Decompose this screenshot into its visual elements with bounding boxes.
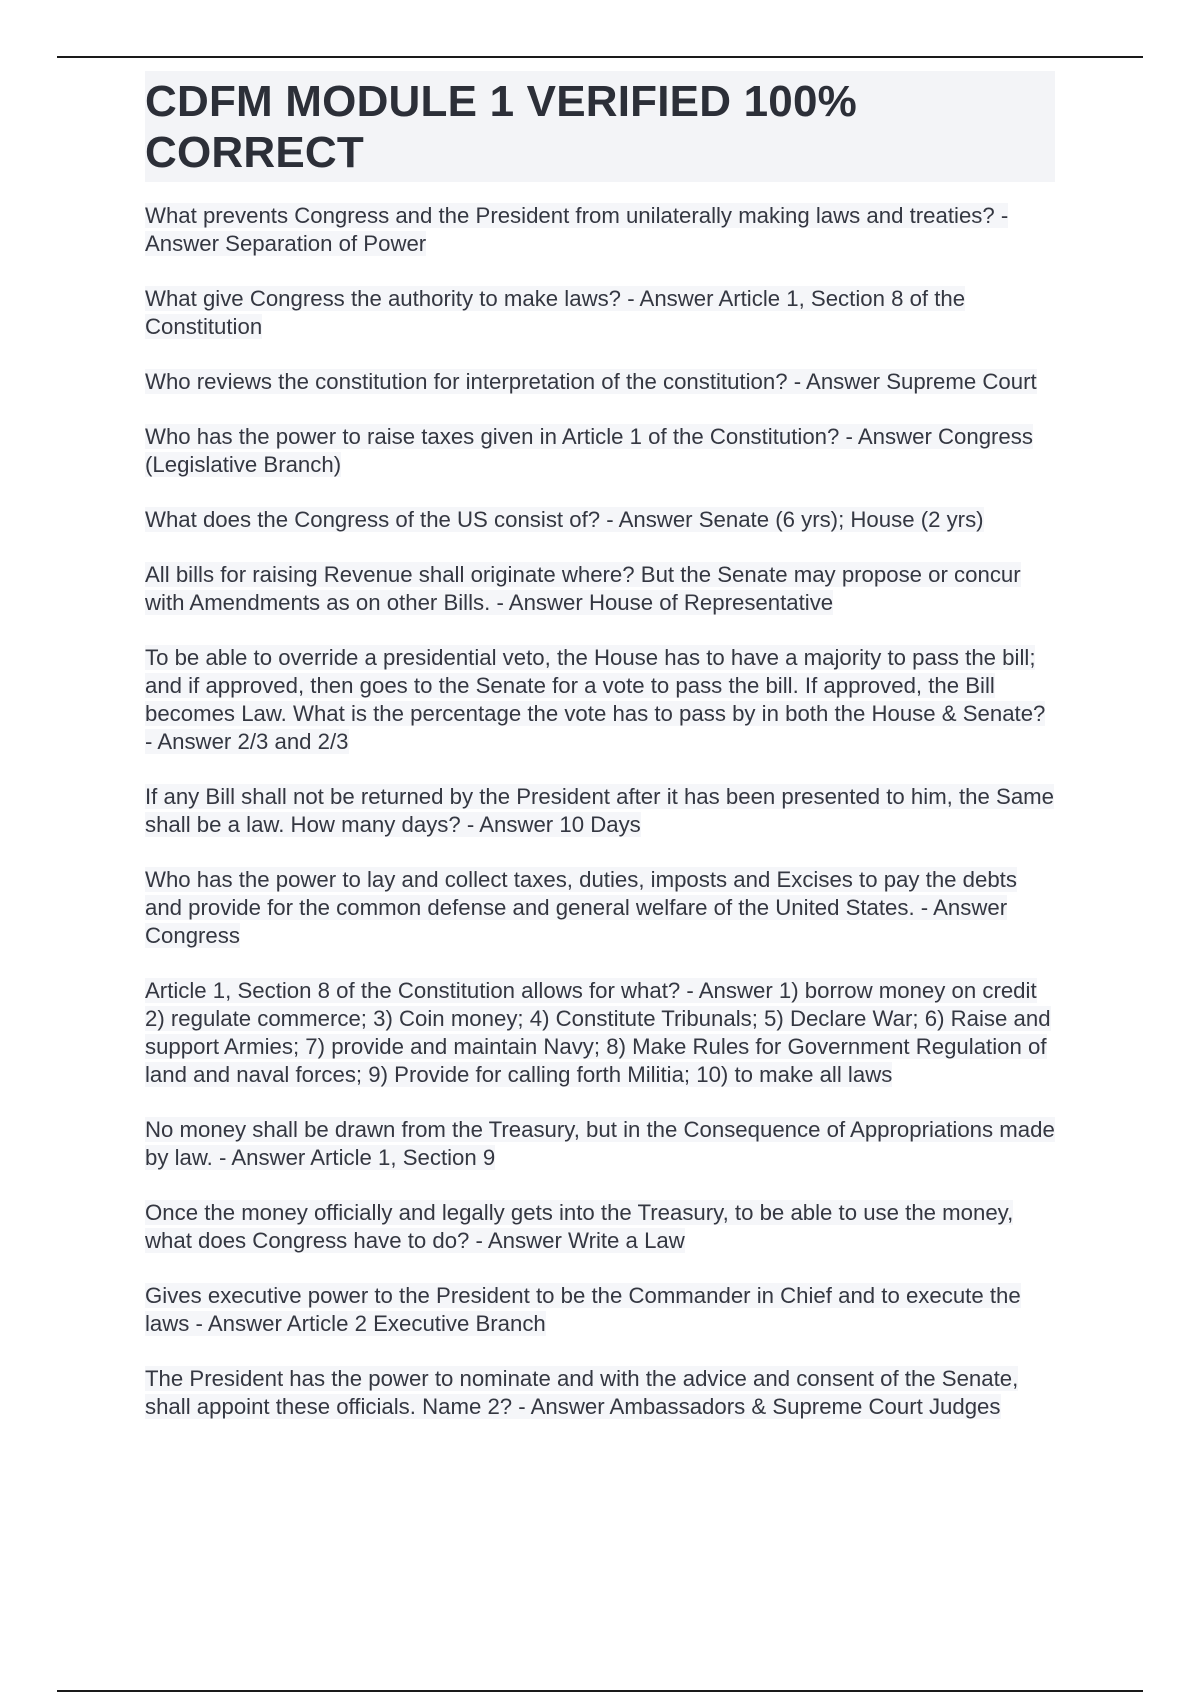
qa-text: Who reviews the constitution for interpretation of the constitution? - Answer Supreme Court (145, 369, 1037, 394)
qa-item (145, 423, 1055, 479)
qa-item (145, 783, 1055, 839)
qa-text: If any Bill shall not be returned by the President after it has been presented to him, the Same shall be a law. How many days? - Answer 10 Days (145, 784, 1054, 837)
qa-text: Who has the power to raise taxes given in Article 1 of the Constitution? - Answer Congress (Legislative Branch) (145, 424, 1033, 477)
qa-text: Who has the power to lay and collect taxes, duties, imposts and Excises to pay the debts and provide for the common defense and general welfare of the United States. - Answer Congress (145, 867, 1017, 948)
qa-item (145, 1116, 1055, 1172)
top-rule (57, 56, 1143, 58)
title-block (145, 71, 1055, 182)
qa-item (145, 285, 1055, 341)
qa-text: All bills for raising Revenue shall originate where? But the Senate may propose or concur with Amendments as on other Bills. - Answer House of Representative (145, 562, 1021, 615)
qa-text: No money shall be drawn from the Treasury, but in the Consequence of Appropriations made by law. - Answer Article 1, Section 9 (145, 1117, 1055, 1170)
qa-text: What does the Congress of the US consist of? - Answer Senate (6 yrs); House (2 yrs) (145, 507, 984, 532)
bottom-rule (57, 1690, 1143, 1692)
qa-item (145, 368, 1055, 396)
qa-item (145, 1365, 1055, 1421)
qa-list (145, 202, 1055, 1421)
qa-text: Gives executive power to the President to be the Commander in Chief and to execute the laws - Answer Article 2 Executive Branch (145, 1283, 1021, 1336)
document-body (145, 71, 1055, 1448)
qa-item (145, 1199, 1055, 1255)
qa-item (145, 202, 1055, 258)
qa-item (145, 1282, 1055, 1338)
qa-item (145, 644, 1055, 756)
qa-text: Once the money officially and legally gets into the Treasury, to be able to use the money, what does Congress have to do? - Answer Write a Law (145, 1200, 1014, 1253)
qa-item (145, 977, 1055, 1089)
qa-text: To be able to override a presidential veto, the House has to have a majority to pass the bill; and if approved, then goes to the Senate for a vote to pass the bill. If approved, the Bill becomes Law. What is the percentage the vote has to pass by in both the House & Senate? - Answer 2/3 and 2/3 (145, 645, 1046, 754)
qa-text: Article 1, Section 8 of the Constitution allows for what? - Answer 1) borrow money on credit 2) regulate commerce; 3) Coin money; 4) Constitute Tribunals; 5) Declare War; 6) Raise and support Armies; 7) provide and maintain Navy; 8) Make Rules for Government Regulation of land and naval forces; 9) Provide for calling forth Militia; 10) to make all laws (145, 978, 1051, 1087)
qa-text: What prevents Congress and the President from unilaterally making laws and treaties? - Answer Separation of Power (145, 203, 1009, 256)
qa-item (145, 561, 1055, 617)
qa-item (145, 506, 1055, 534)
document-title: CDFM MODULE 1 VERIFIED 100% CORRECT (145, 77, 857, 177)
qa-text: The President has the power to nominate and with the advice and consent of the Senate, shall appoint these officials. Name 2? - Answer Ambassadors & Supreme Court Judges (145, 1366, 1019, 1419)
qa-text: What give Congress the authority to make laws? - Answer Article 1, Section 8 of the Constitution (145, 286, 966, 339)
qa-item (145, 866, 1055, 950)
